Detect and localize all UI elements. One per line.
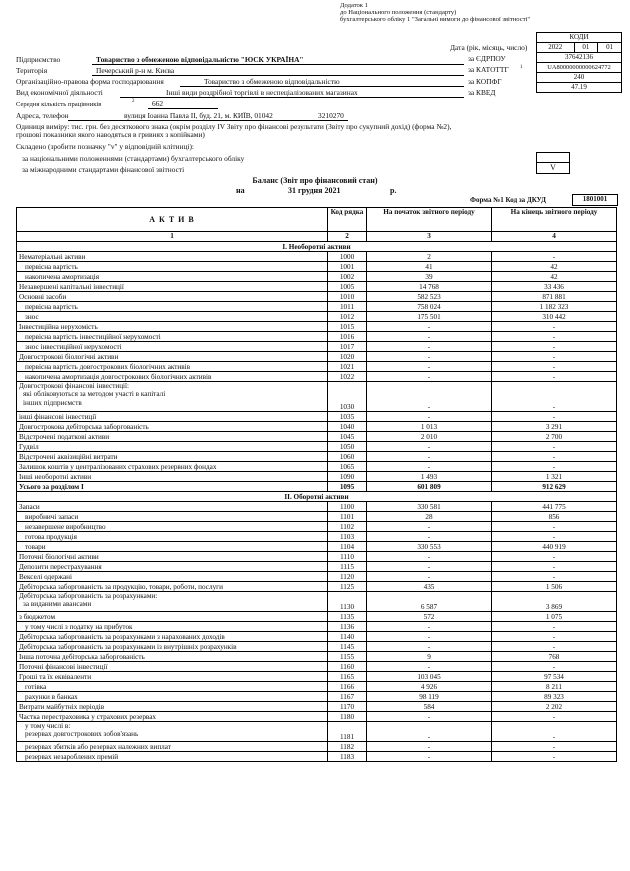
row-end-value: 1 182 323 (492, 302, 617, 312)
row-start-value: 435 (367, 582, 492, 592)
intl-standards-mark: V (550, 163, 556, 172)
row-end-value: - (492, 532, 617, 542)
row-end-value: - (492, 462, 617, 472)
table-row (17, 342, 617, 352)
row-label (17, 382, 328, 412)
row-end-value: 310 442 (492, 312, 617, 322)
row-code: 1104 (328, 542, 367, 552)
row-label: первісна вартість (17, 262, 328, 272)
row-end-value: 2 202 (492, 702, 617, 712)
row-end-value: 89 323 (492, 692, 617, 702)
table-row (17, 472, 617, 482)
table-row (17, 462, 617, 472)
col-num-1: 1 (17, 232, 328, 242)
row-label: Частка перестраховика у страхових резервах (17, 712, 328, 722)
row-end-value: 1 506 (492, 582, 617, 592)
staff-value: 662 (152, 99, 164, 108)
row-end-value: - (492, 342, 617, 352)
row-end-value: 97 534 (492, 672, 617, 682)
row-label: Дебіторська заборгованість за розрахунками з нарахованих доходів (17, 632, 328, 642)
national-standards-label: за національними положеннями (стандартами) бухгалтерського обліку (22, 154, 245, 163)
code-year: 2022 (537, 43, 575, 53)
katottg-note: 1 (520, 65, 523, 70)
row-end-value: - (492, 322, 617, 332)
row-end-value: - (492, 442, 617, 452)
row-code: 1166 (328, 682, 367, 692)
table-row (17, 712, 617, 722)
row-label: Інша поточна дебіторська заборгованість (17, 652, 328, 662)
table-row (17, 512, 617, 522)
date-label: Дата (рік, місяць, число) (450, 43, 528, 52)
row-code: 1021 (328, 362, 367, 372)
annex-line-2: до Національного положення (стандарту) (340, 9, 457, 16)
row-label-line: інших підприємств (23, 398, 82, 407)
row-code: 1170 (328, 702, 367, 712)
row-start-value: - (367, 742, 492, 752)
row-start-value: - (367, 712, 492, 722)
table-row (17, 302, 617, 312)
kopfg-label: за КОПФГ (468, 77, 502, 86)
row-code: 1183 (328, 752, 367, 762)
row-code: 1000 (328, 252, 367, 262)
table-row (17, 502, 617, 512)
row-code: 1012 (328, 312, 367, 322)
table-row (17, 662, 617, 672)
table-row (17, 422, 617, 432)
row-start-value: - (367, 372, 492, 382)
row-label-line: за виданими авансами (23, 600, 92, 609)
row-code: 1060 (328, 452, 367, 462)
edrpou-label: за ЄДРПОУ (468, 54, 506, 63)
row-code: 1050 (328, 442, 367, 452)
codes-header: КОДИ (537, 33, 622, 43)
row-code: 1140 (328, 632, 367, 642)
legal-form-value: Товариство з обмеженою відповідальністю (204, 77, 340, 86)
row-start-value: 41 (367, 262, 492, 272)
row-label: Основні засоби (17, 292, 328, 302)
staff-label: Середня кількість працівників (16, 101, 102, 108)
row-label: незавершене виробництво (17, 522, 328, 532)
row-code: 1180 (328, 712, 367, 722)
row-code: 1125 (328, 582, 367, 592)
row-end-value: - (492, 522, 617, 532)
row-code: 1040 (328, 422, 367, 432)
table-row (17, 642, 617, 652)
row-end-value: 8 211 (492, 682, 617, 692)
row-end-value: 42 (492, 262, 617, 272)
staff-note: 2 (132, 99, 135, 104)
table-row (17, 322, 617, 332)
row-code: 1135 (328, 612, 367, 622)
row-end-value: 42 (492, 272, 617, 282)
section-header-row (17, 242, 617, 252)
row-code: 1045 (328, 432, 367, 442)
row-end-value: 441 775 (492, 502, 617, 512)
table-row (17, 412, 617, 422)
row-code: 1160 (328, 662, 367, 672)
code-edrpou: 37642136 (537, 53, 622, 63)
table-row (17, 592, 617, 612)
row-start-value: - (367, 562, 492, 572)
row-end-value: - (492, 572, 617, 582)
header-end: На кінець звітного періоду (492, 208, 617, 232)
row-label: Векселі одержані (17, 572, 328, 582)
row-label: накопичена амортизація (17, 272, 328, 282)
row-code: 1011 (328, 302, 367, 312)
row-start-value: - (367, 632, 492, 642)
row-start-value: 582 523 (367, 292, 492, 302)
table-row (17, 372, 617, 382)
row-label: інші фінансові інвестиції (17, 412, 328, 422)
row-code: 1015 (328, 322, 367, 332)
code-kopfg: 240 (537, 73, 622, 83)
row-label: Незавершені капітальні інвестиції (17, 282, 328, 292)
row-start-value: 14 768 (367, 282, 492, 292)
row-end-value: 912 629 (492, 482, 617, 492)
table-row (17, 452, 617, 462)
section-header-row (17, 492, 617, 502)
table-row (17, 382, 617, 412)
row-code: 1030 (328, 382, 367, 412)
row-label: Довгострокова дебіторська заборгованість (17, 422, 328, 432)
row-start-value: - (367, 722, 492, 742)
row-code: 1181 (328, 722, 367, 742)
row-end-value: - (492, 382, 617, 412)
row-label: накопичена амортизація довгострокових біологічних активів (17, 372, 328, 382)
row-code: 1016 (328, 332, 367, 342)
table-row (17, 612, 617, 622)
table-row (17, 352, 617, 362)
row-start-value: - (367, 642, 492, 652)
row-label: первісна вартість інвестиційної нерухомості (17, 332, 328, 342)
table-row (17, 682, 617, 692)
row-start-value: - (367, 572, 492, 582)
col-num-2: 2 (328, 232, 367, 242)
row-label: резервах збитків або резервах належних виплат (17, 742, 328, 752)
row-code: 1101 (328, 512, 367, 522)
row-start-value: - (367, 362, 492, 372)
row-code: 1165 (328, 672, 367, 682)
row-label-line: Дебіторська заборгованість за розрахунками: (19, 592, 158, 600)
row-start-value: - (367, 412, 492, 422)
table-row (17, 562, 617, 572)
row-end-value: - (492, 352, 617, 362)
row-end-value: - (492, 642, 617, 652)
row-code: 1005 (328, 282, 367, 292)
code-day: 01 (598, 43, 622, 53)
annex-line-3: бухгалтерського обліку 1 "Загальні вимоги до фінансової звітності" (340, 16, 531, 23)
row-label: Відстрочені аквізиційні витрати (17, 452, 328, 462)
balance-table (16, 207, 617, 762)
table-row (17, 332, 617, 342)
row-label: Дебіторська заборгованість за продукцію, товари, роботи, послуги (17, 582, 328, 592)
row-label-line: резервах довгострокових зобов'язань (25, 730, 139, 739)
row-end-value: 440 919 (492, 542, 617, 552)
table-row (17, 632, 617, 642)
balance-title: Баланс (Звіт про фінансовий стан) (252, 176, 378, 185)
row-end-value: - (492, 332, 617, 342)
row-start-value: 330 581 (367, 502, 492, 512)
code-kved: 47.19 (537, 83, 622, 93)
row-code: 1100 (328, 502, 367, 512)
enterprise-name: Товариство з обмеженою відповідальністю "ЮСК УКРАЇНА" (96, 55, 304, 64)
row-label: Залишок коштів у централізованих страхових резервних фондах (17, 462, 328, 472)
row-code: 1017 (328, 342, 367, 352)
row-code: 1155 (328, 652, 367, 662)
row-code: 1010 (328, 292, 367, 302)
table-row (17, 482, 617, 492)
row-code: 1035 (328, 412, 367, 422)
table-row (17, 542, 617, 552)
row-end-value: - (492, 632, 617, 642)
row-start-value: - (367, 662, 492, 672)
form-code-label: Форма №1 Код за ДКУД (470, 196, 546, 204)
row-start-value: 98 119 (367, 692, 492, 702)
row-label: Гроші та їх еквіваленти (17, 672, 328, 682)
table-row (17, 442, 617, 452)
row-code: 1110 (328, 552, 367, 562)
row-label: Відстрочені податкові активи (17, 432, 328, 442)
row-code: 1103 (328, 532, 367, 542)
phone-value: 3210270 (318, 111, 344, 120)
row-end-value: 768 (492, 652, 617, 662)
row-code: 1090 (328, 472, 367, 482)
row-end-value: 871 881 (492, 292, 617, 302)
col-num-4: 4 (492, 232, 617, 242)
row-label-line: які обліковуються за методом участі в капіталі (23, 390, 166, 399)
table-row (17, 702, 617, 712)
row-code: 1130 (328, 592, 367, 612)
address-label: Адреса, телефон (16, 111, 69, 120)
row-start-value: 9 (367, 652, 492, 662)
row-start-value: 28 (367, 512, 492, 522)
row-end-value: - (492, 552, 617, 562)
row-start-value: 572 (367, 612, 492, 622)
row-start-value: 175 501 (367, 312, 492, 322)
kved-label: за КВЕД (468, 88, 496, 97)
title-on: на (236, 186, 245, 195)
row-label: Інші необоротні активи (17, 472, 328, 482)
row-label: рахунки в банках (17, 692, 328, 702)
activity-label: Вид економічної діяльності (16, 88, 103, 97)
row-end-value: 1 321 (492, 472, 617, 482)
table-row (17, 432, 617, 442)
enterprise-label: Підприємство (16, 55, 61, 64)
code-katottg: UA80000000000624772 (537, 63, 622, 73)
row-start-value: - (367, 552, 492, 562)
row-start-value: - (367, 532, 492, 542)
row-label: готівка (17, 682, 328, 692)
row-code: 1182 (328, 742, 367, 752)
row-start-value: - (367, 382, 492, 412)
row-code: 1115 (328, 562, 367, 572)
row-end-value: - (492, 372, 617, 382)
table-row (17, 532, 617, 542)
row-end-value: - (492, 252, 617, 262)
row-start-value: - (367, 322, 492, 332)
row-label: Усього за розділом І (17, 482, 328, 492)
activity-value: Інші види роздрібної торгівлі в неспеціалізованих магазинах (166, 88, 358, 97)
table-row (17, 312, 617, 322)
header-code: Код рядка (328, 208, 367, 232)
row-start-value: - (367, 442, 492, 452)
form-code-value: 1801001 (572, 194, 618, 206)
row-label-line: Довгострокові фінансові інвестиції: (19, 382, 130, 390)
territory-label: Територія (16, 66, 48, 75)
table-row (17, 362, 617, 372)
katottg-label: за КАТОТТГ (468, 65, 509, 74)
row-label: у тому числі з податку на прибуток (17, 622, 328, 632)
row-start-value: - (367, 352, 492, 362)
row-start-value: - (367, 332, 492, 342)
row-start-value: 2 010 (367, 432, 492, 442)
row-start-value: - (367, 752, 492, 762)
row-label: знос інвестиційної нерухомості (17, 342, 328, 352)
row-label: виробничі запаси (17, 512, 328, 522)
section-title: І. Необоротні активи (17, 242, 617, 252)
row-code: 1065 (328, 462, 367, 472)
col-num-3: 3 (367, 232, 492, 242)
intl-standards-checkbox[interactable] (536, 162, 570, 174)
row-label: готова продукція (17, 532, 328, 542)
row-code: 1022 (328, 372, 367, 382)
table-row (17, 292, 617, 302)
row-label: Дебіторська заборгованість за розрахунками із внутрішніх розрахунків (17, 642, 328, 652)
unit-line-1: Одиниця виміру: тис. грн. без десяткового знака (окрім розділу IV Звіту про фінансові результати (Звіту про сукупний дохід) (форма №2), (16, 122, 452, 131)
header-start: На початок звітного періоду (367, 208, 492, 232)
section-title: ІІ. Оборотні активи (17, 492, 617, 502)
row-end-value: - (492, 662, 617, 672)
table-row (17, 622, 617, 632)
row-label: Довгострокові біологічні активи (17, 352, 328, 362)
row-start-value: - (367, 622, 492, 632)
row-label: Запаси (17, 502, 328, 512)
row-end-value: - (492, 452, 617, 462)
row-end-value: 1 075 (492, 612, 617, 622)
row-end-value: 33 436 (492, 282, 617, 292)
row-code: 1145 (328, 642, 367, 652)
code-month: 01 (574, 43, 598, 53)
unit-line-2: грошові показники якого наводяться в гривнях з копійками) (16, 130, 205, 139)
row-label: Депозити перестрахування (17, 562, 328, 572)
row-start-value: - (367, 522, 492, 532)
address-value: вулиця Іоанна Павла II, буд. 21, м. КИЇВ, 01042 (124, 111, 273, 120)
row-label (17, 592, 328, 612)
row-code: 1001 (328, 262, 367, 272)
row-code: 1020 (328, 352, 367, 362)
row-code: 1002 (328, 272, 367, 282)
annex-line-1: Додаток 1 (340, 2, 368, 9)
intl-standards-label: за міжнародними стандартами фінансової звітності (22, 165, 185, 174)
table-row (17, 572, 617, 582)
row-end-value: 856 (492, 512, 617, 522)
row-label: з бюджетом (17, 612, 328, 622)
row-start-value: 1 493 (367, 472, 492, 482)
table-row (17, 752, 617, 762)
territory-value: Печерський р-н м. Києва (96, 66, 175, 75)
row-end-value: 2 700 (492, 432, 617, 442)
row-start-value: 6 587 (367, 592, 492, 612)
row-end-value: - (492, 362, 617, 372)
table-row (17, 722, 617, 742)
row-label: первісна вартість довгострокових біологічних активів (17, 362, 328, 372)
table-row (17, 262, 617, 272)
row-label: Гудвіл (17, 442, 328, 452)
row-end-value: 3 291 (492, 422, 617, 432)
row-code: 1102 (328, 522, 367, 532)
row-start-value: 103 045 (367, 672, 492, 682)
codes-table (536, 32, 622, 93)
row-start-value: 758 024 (367, 302, 492, 312)
row-start-value: - (367, 342, 492, 352)
header-active: А К Т И В (17, 208, 328, 232)
table-row (17, 282, 617, 292)
row-code: 1167 (328, 692, 367, 702)
row-start-value: - (367, 462, 492, 472)
row-end-value: - (492, 622, 617, 632)
row-code: 1120 (328, 572, 367, 582)
row-label: Нематеріальні активи (17, 252, 328, 262)
row-end-value: - (492, 722, 617, 742)
row-start-value: 39 (367, 272, 492, 282)
compiled-label: Складено (зробити позначку "v" у відповідній клітинці): (16, 142, 194, 151)
row-label: резервах незароблених премій (17, 752, 328, 762)
row-end-value: - (492, 412, 617, 422)
title-year-suffix: р. (390, 186, 397, 195)
row-label: Інвестиційна нерухомість (17, 322, 328, 332)
row-label-line: у тому числі в: (25, 722, 71, 730)
row-code: 1095 (328, 482, 367, 492)
row-end-value: - (492, 712, 617, 722)
row-end-value: 3 869 (492, 592, 617, 612)
row-end-value: - (492, 752, 617, 762)
table-row (17, 522, 617, 532)
row-label (17, 722, 328, 742)
row-start-value: 330 553 (367, 542, 492, 552)
row-label: Витрати майбутніх періодів (17, 702, 328, 712)
row-start-value: 584 (367, 702, 492, 712)
row-start-value: 2 (367, 252, 492, 262)
row-start-value: 1 013 (367, 422, 492, 432)
legal-form-label: Організаційно-правова форма господарювання (16, 77, 164, 86)
row-start-value: 601 809 (367, 482, 492, 492)
title-date: 31 грудня 2021 (288, 186, 341, 195)
table-row (17, 252, 617, 262)
table-row (17, 552, 617, 562)
table-row (17, 652, 617, 662)
row-start-value: 4 926 (367, 682, 492, 692)
table-row (17, 692, 617, 702)
table-row (17, 742, 617, 752)
table-row (17, 272, 617, 282)
table-row (17, 582, 617, 592)
row-label: первісна вартість (17, 302, 328, 312)
row-end-value: - (492, 562, 617, 572)
row-start-value: - (367, 452, 492, 462)
row-label: товари (17, 542, 328, 552)
row-code: 1136 (328, 622, 367, 632)
row-label: Поточні біологічні активи (17, 552, 328, 562)
row-label: Поточні фінансові інвестиції (17, 662, 328, 672)
row-label: знос (17, 312, 328, 322)
row-end-value: - (492, 742, 617, 752)
table-row (17, 672, 617, 682)
